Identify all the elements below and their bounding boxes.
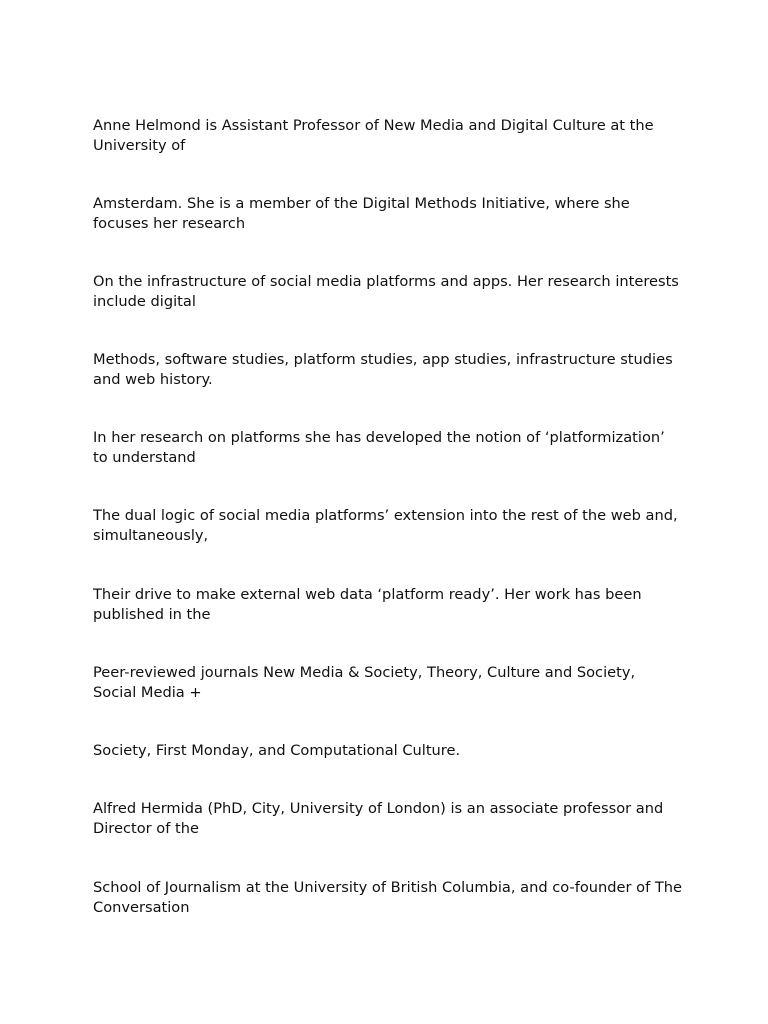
- paragraph-1: Anne Helmond is Assistant Professor of New Media and Digital Culture at the University of: [93, 117, 654, 154]
- paragraph-3: On the infrastructure of social media platforms and apps. Her research interests include digital: [93, 273, 679, 310]
- paragraph-2: Amsterdam. She is a member of the Digital Methods Initiative, where she focuses her research: [93, 195, 630, 232]
- paragraph-8: Peer-reviewed journals New Media & Society, Theory, Culture and Society, Social Media +: [93, 664, 636, 701]
- paragraph-9: Society, First Monday, and Computational Culture.: [93, 742, 461, 759]
- paragraph-4: Methods, software studies, platform studies, app studies, infrastructure studies and web history.: [93, 351, 673, 388]
- paragraph-6: The dual logic of social media platforms’ extension into the rest of the web and, simultaneously,: [93, 507, 678, 544]
- paragraph-5: In her research on platforms she has developed the notion of ‘platformization’ to understand: [93, 429, 665, 466]
- paragraph-11: School of Journalism at the University of British Columbia, and co-founder of The Conversation: [93, 879, 683, 916]
- paragraph-7: Their drive to make external web data ‘platform ready’. Her work has been published in the: [93, 586, 642, 623]
- paragraph-10: Alfred Hermida (PhD, City, University of London) is an associate professor and Director of the: [93, 800, 664, 837]
